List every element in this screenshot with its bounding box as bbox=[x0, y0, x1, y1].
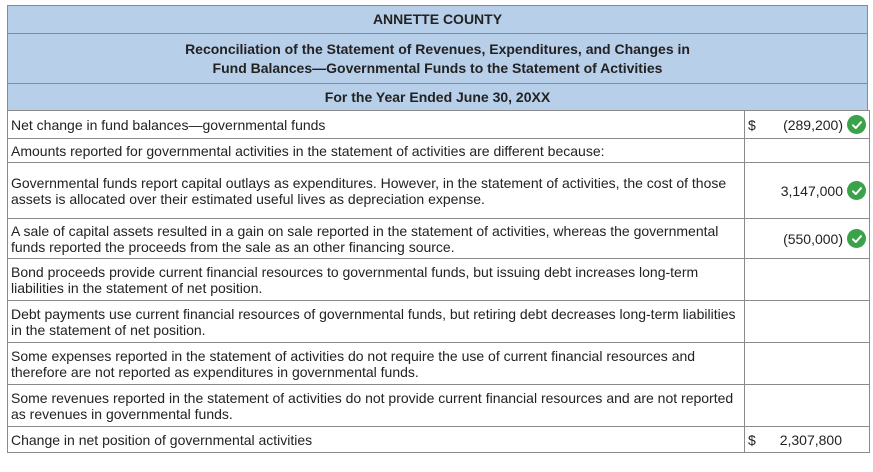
table-row bbox=[8, 259, 870, 301]
row-description: A sale of capital assets resulted in a gain on sale reported in the statement of activities, whereas the governmental funds reported the proceeds from the sale as an other financing source. bbox=[8, 219, 745, 259]
amount-cell[interactable] bbox=[745, 301, 870, 343]
amount-value: (289,200) bbox=[783, 116, 843, 133]
dollar-sign: $ bbox=[748, 431, 756, 448]
row-description: Debt payments use current financial resources of governmental funds, but retiring debt decreases long-term liabilities in the statement of net position. bbox=[8, 301, 745, 343]
row-description: Some revenues reported in the statement of activities do not provide current financial resources and are not reported as revenues in governmental funds. bbox=[8, 385, 745, 427]
checkmark-circle-icon bbox=[847, 229, 866, 248]
amount-value: (550,000) bbox=[783, 230, 843, 247]
table-row bbox=[8, 343, 870, 385]
amount-cell[interactable] bbox=[745, 219, 870, 259]
table-row bbox=[8, 301, 870, 343]
row-description: Some expenses reported in the statement of activities do not require the use of current financial resources and therefore are not reported as expenditures in governmental funds. bbox=[8, 343, 745, 385]
checkmark-circle-icon bbox=[847, 115, 866, 134]
table-row bbox=[8, 111, 870, 139]
amount-cell[interactable] bbox=[745, 259, 870, 301]
row-description: Bond proceeds provide current financial resources to governmental funds, but issuing debt increases long-term liabilities in the statement of net position. bbox=[8, 259, 745, 301]
row-description: Net change in fund balances—governmental funds bbox=[8, 111, 745, 139]
table-row bbox=[8, 385, 870, 427]
amount-cell[interactable] bbox=[745, 111, 870, 139]
dollar-sign: $ bbox=[748, 116, 756, 133]
reconciliation-table bbox=[7, 110, 870, 453]
amount-cell[interactable] bbox=[745, 139, 870, 163]
checkmark-circle-icon bbox=[847, 181, 866, 200]
row-description: Governmental funds report capital outlays as expenditures. However, in the statement of activities, the cost of those assets is allocated over their estimated useful lives as depreciation expense. bbox=[8, 163, 745, 219]
statement-title-line2: Fund Balances—Governmental Funds to the Statement of Activities bbox=[212, 59, 663, 76]
table-row bbox=[8, 139, 870, 163]
amount-cell[interactable] bbox=[745, 385, 870, 427]
statement-title-line1: Reconciliation of the Statement of Revenues, Expenditures, and Changes in bbox=[185, 40, 690, 57]
amount-cell[interactable] bbox=[745, 427, 870, 453]
amount-cell[interactable] bbox=[745, 163, 870, 219]
amount-value: 3,147,000 bbox=[780, 182, 843, 199]
table-row bbox=[8, 219, 870, 259]
amount-value: 2,307,800 bbox=[779, 431, 842, 448]
row-description: Amounts reported for governmental activities in the statement of activities are different because: bbox=[8, 139, 745, 163]
statement-title bbox=[7, 33, 868, 83]
reconciliation-statement bbox=[7, 5, 868, 453]
amount-cell[interactable] bbox=[745, 343, 870, 385]
table-row bbox=[8, 163, 870, 219]
row-description: Change in net position of governmental activities bbox=[8, 427, 745, 453]
county-name: ANNETTE COUNTY bbox=[7, 5, 868, 33]
statement-period: For the Year Ended June 30, 20XX bbox=[7, 83, 868, 110]
table-row bbox=[8, 427, 870, 453]
